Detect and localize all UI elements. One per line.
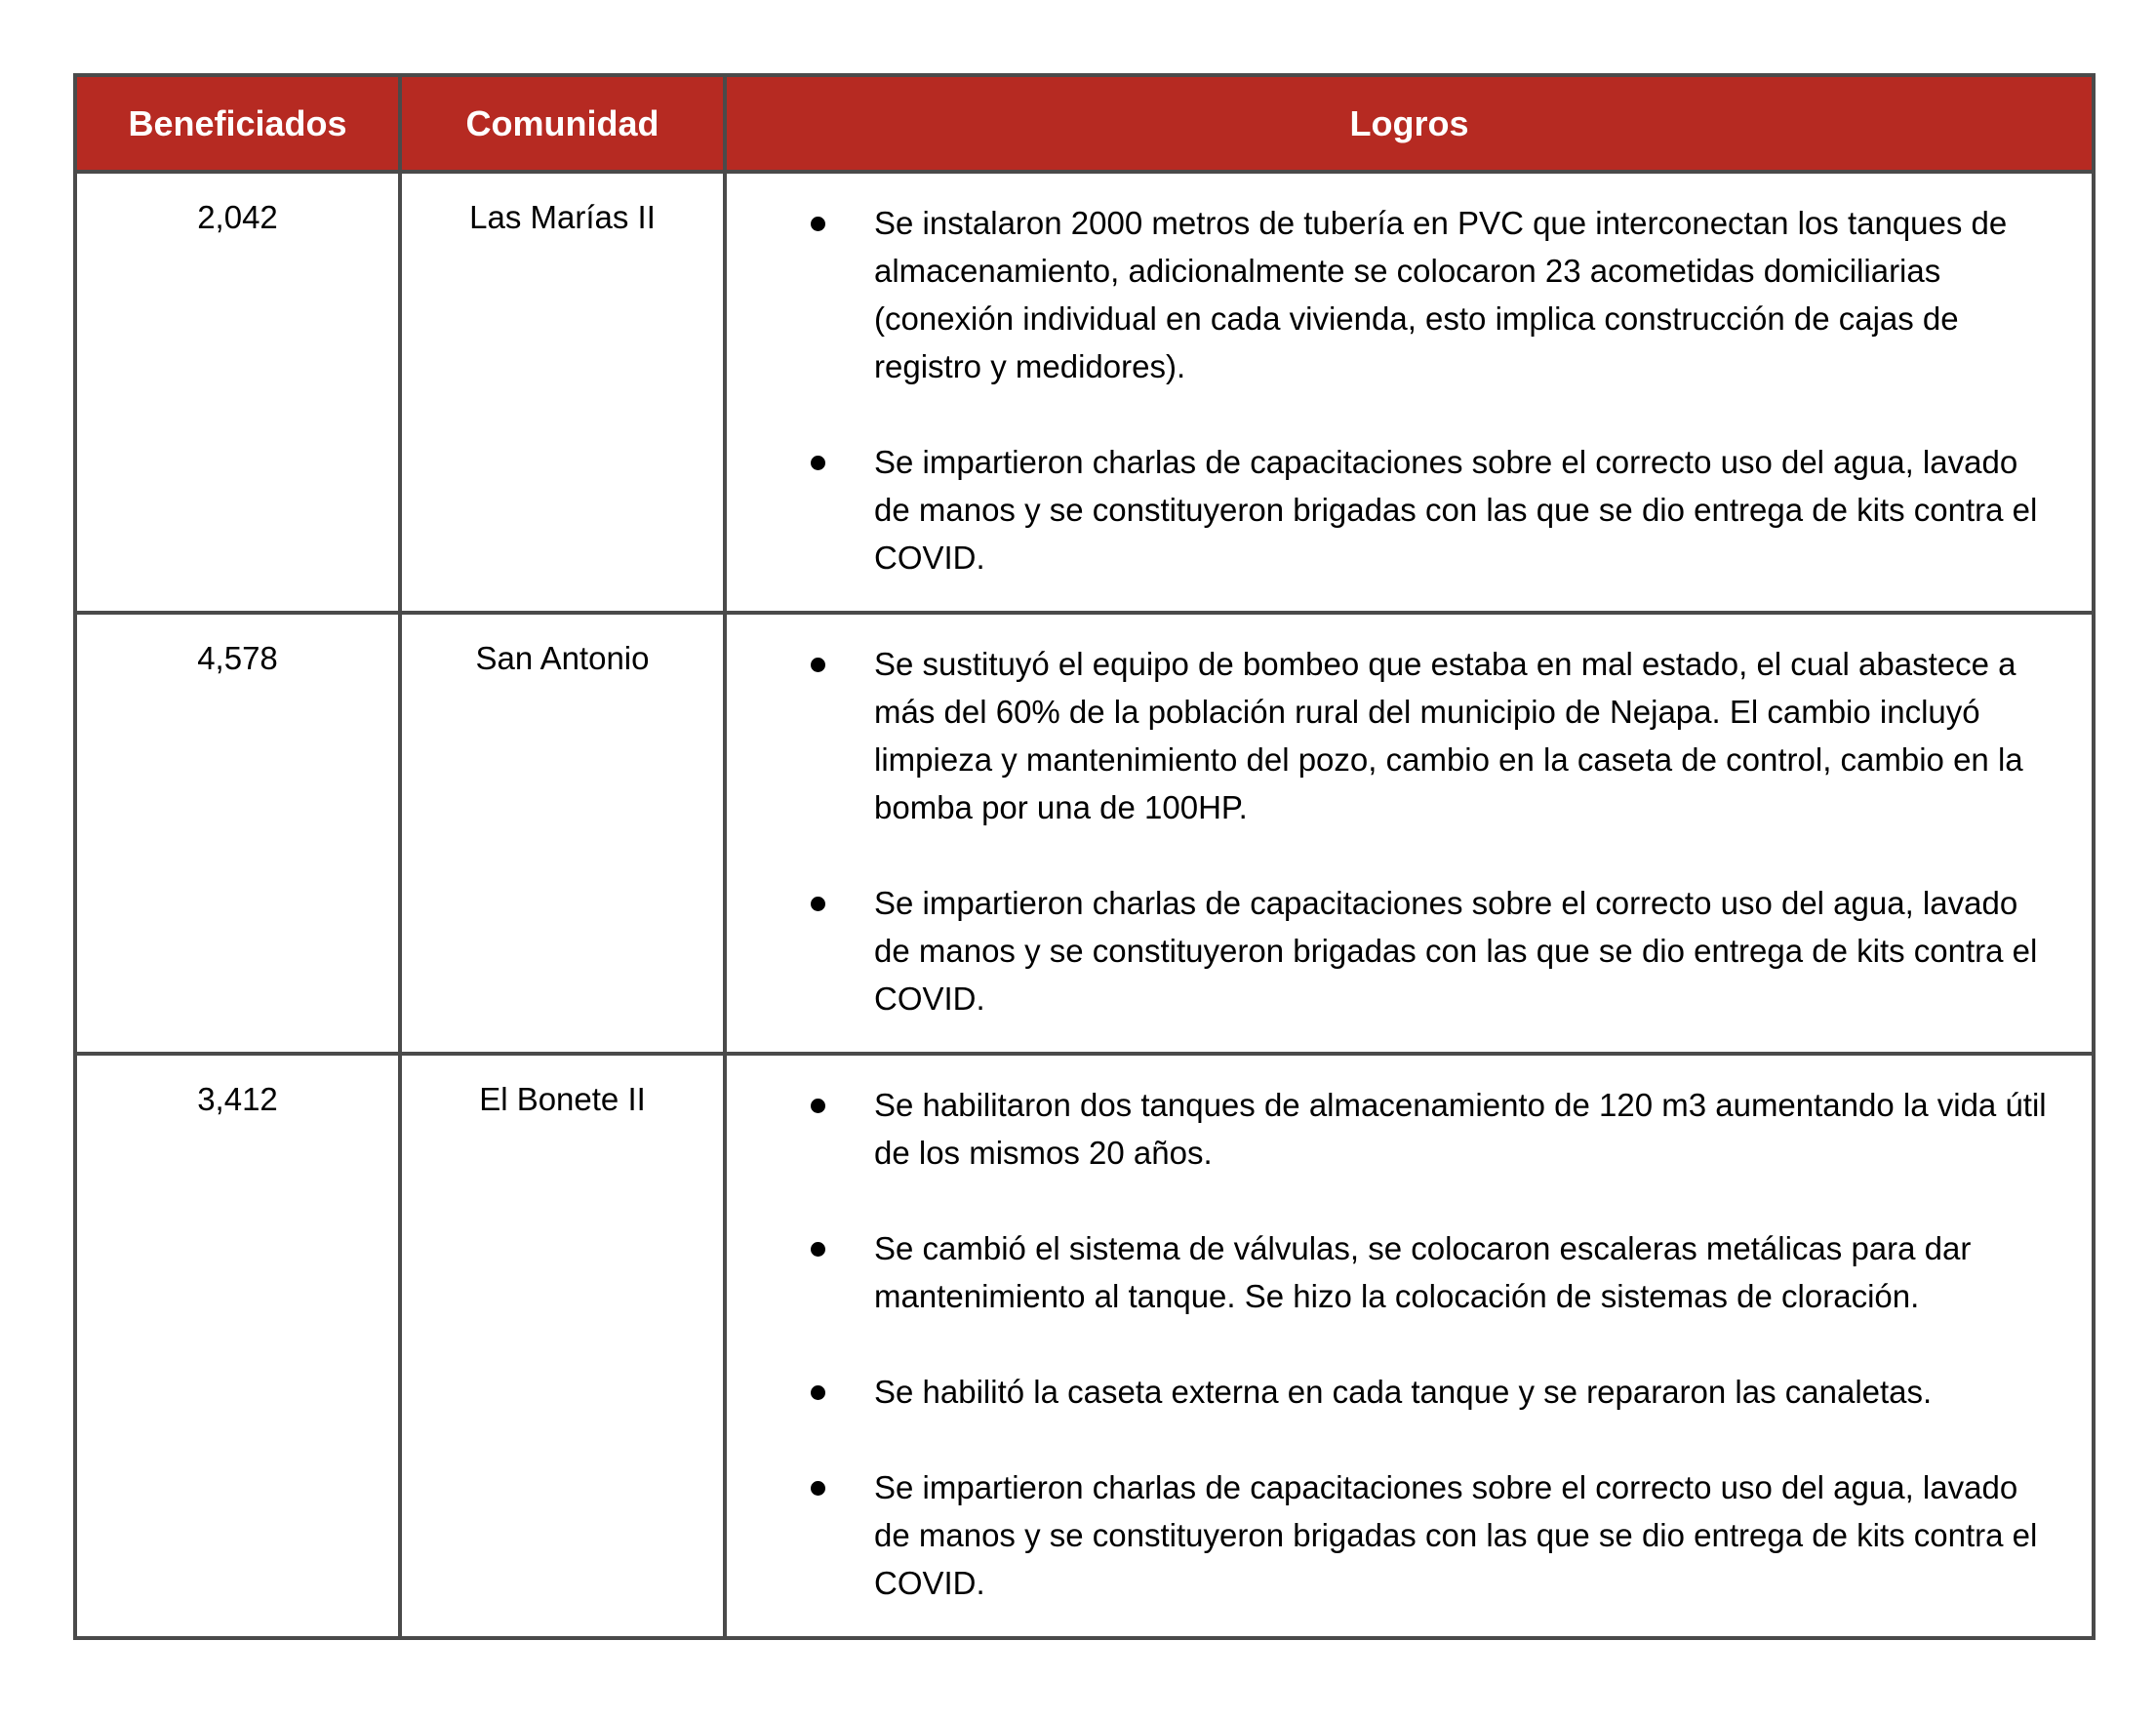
bullet-icon [811, 658, 825, 672]
logros-cell [725, 172, 2094, 613]
bullet-icon [811, 217, 825, 231]
bullet-icon [811, 1242, 825, 1257]
logros-list [727, 640, 2053, 1022]
logro-text: Se cambió el sistema de válvulas, se colocaron escaleras metálicas para dar mantenimiento al tanque. Se hizo la colocación de sistemas de cloración. [874, 1230, 1972, 1314]
logros-cell [725, 613, 2094, 1054]
table-row [75, 613, 2094, 1054]
logro-item [727, 199, 2053, 390]
bullet-icon [811, 1099, 825, 1113]
logros-cell [725, 1054, 2094, 1638]
comunidad-cell: San Antonio [400, 613, 725, 1054]
logro-item [727, 1368, 2053, 1416]
logro-item [727, 1081, 2053, 1177]
achievements-table [73, 73, 2096, 1640]
logro-item [727, 640, 2053, 831]
logros-list [727, 199, 2053, 581]
bullet-icon [811, 456, 825, 470]
logro-text: Se habilitaron dos tanques de almacenamiento de 120 m3 aumentando la vida útil de los mismos 20 años. [874, 1087, 2047, 1171]
logro-text: Se impartieron charlas de capacitaciones sobre el correcto uso del agua, lavado de manos y se constituyeron brigadas con las que se dio entrega de kits contra el COVID. [874, 885, 2038, 1017]
logro-item [727, 1224, 2053, 1320]
header-comunidad: Comunidad [400, 75, 725, 172]
beneficiados-cell: 2,042 [75, 172, 400, 613]
bullet-icon [811, 897, 825, 911]
logros-list [727, 1081, 2053, 1607]
logro-text: Se impartieron charlas de capacitaciones sobre el correcto uso del agua, lavado de manos y se constituyeron brigadas con las que se dio entrega de kits contra el COVID. [874, 1469, 2038, 1601]
table-header-row [75, 75, 2094, 172]
bullet-icon [811, 1481, 825, 1496]
comunidad-cell: El Bonete II [400, 1054, 725, 1638]
logro-item [727, 1463, 2053, 1607]
comunidad-cell: Las Marías II [400, 172, 725, 613]
logro-text: Se sustituyó el equipo de bombeo que estaba en mal estado, el cual abastece a más del 60% de la población rural del municipio de Nejapa. El cambio incluyó limpieza y mantenimiento del pozo, cambio en la caseta de control, cambio en la bomba por una de 100HP. [874, 646, 2023, 825]
logro-item [727, 438, 2053, 581]
logro-item [727, 879, 2053, 1022]
table-row [75, 1054, 2094, 1638]
header-beneficiados: Beneficiados [75, 75, 400, 172]
achievements-table-container [73, 73, 2092, 1640]
beneficiados-cell: 4,578 [75, 613, 400, 1054]
beneficiados-cell: 3,412 [75, 1054, 400, 1638]
bullet-icon [811, 1385, 825, 1400]
table-row [75, 172, 2094, 613]
logro-text: Se habilitó la caseta externa en cada tanque y se repararon las canaletas. [874, 1374, 1933, 1410]
logro-text: Se instalaron 2000 metros de tubería en PVC que interconectan los tanques de almacenamiento, adicionalmente se colocaron 23 acometidas domiciliarias (conexión individual en cada vivienda, esto implica construcción de cajas de registro y medidores). [874, 205, 2008, 384]
logro-text: Se impartieron charlas de capacitaciones sobre el correcto uso del agua, lavado de manos y se constituyeron brigadas con las que se dio entrega de kits contra el COVID. [874, 444, 2038, 576]
header-logros: Logros [725, 75, 2094, 172]
